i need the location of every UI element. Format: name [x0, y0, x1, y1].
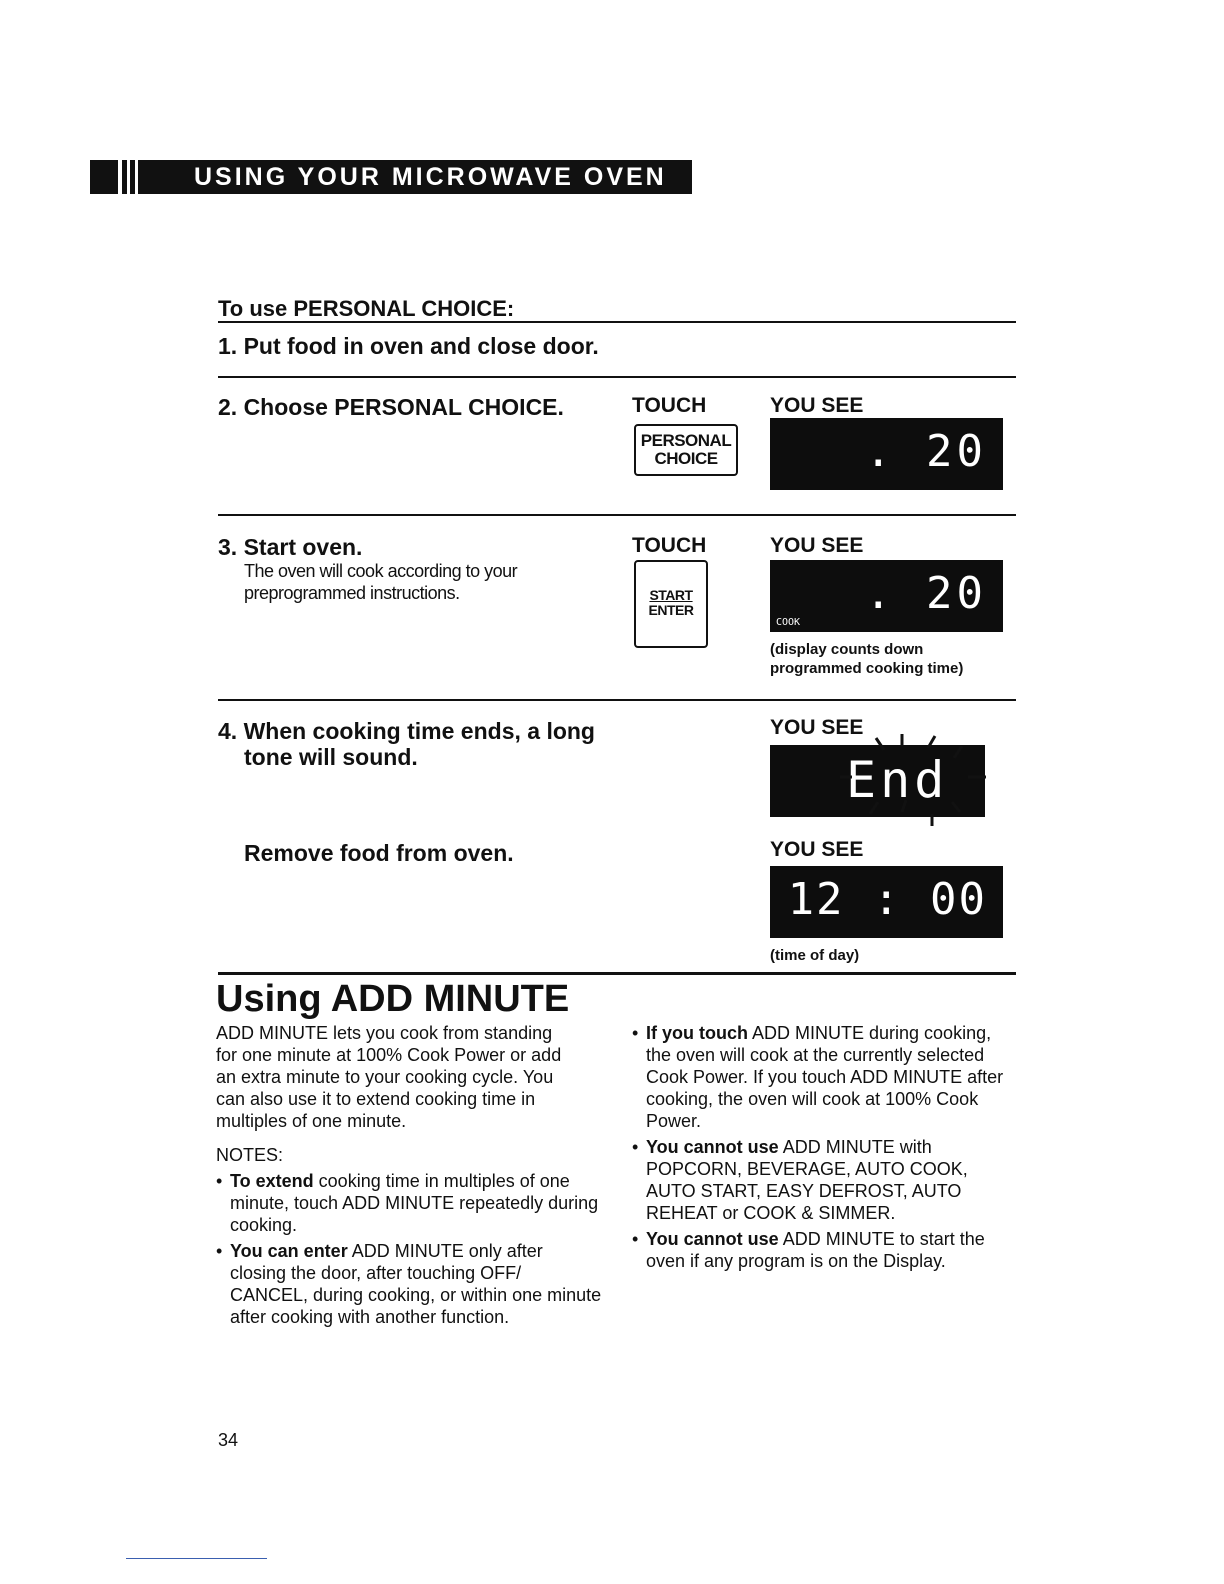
- step-2-title: 2. Choose PERSONAL CHOICE.: [218, 394, 564, 420]
- divider: [218, 321, 1016, 323]
- step-4-title-line: tone will sound.: [244, 744, 418, 770]
- oven-display: [770, 866, 1003, 938]
- step-3-body-line: preprogrammed instructions.: [244, 583, 460, 603]
- step-3-title: 3. Start oven.: [218, 534, 363, 560]
- button-label: PERSONAL: [640, 431, 732, 450]
- add-minute-intro: [216, 1022, 606, 1132]
- divider: [218, 972, 1016, 975]
- intro-line: for one minute at 100% Cook Power or add: [216, 1045, 562, 1065]
- step-3-body-line: The oven will cook according to your: [244, 561, 518, 581]
- footer-line: [126, 1558, 267, 1559]
- you-see-label: YOU SEE: [770, 534, 864, 557]
- note-text: ADD MINUTE during cooking, the oven will cook at the currently selected Cook Power. If you touch ADD MINUTE after cooking, the oven will cook at 100% Cook Power.: [646, 1023, 1004, 1131]
- note-item: [216, 1240, 602, 1328]
- header-block: [122, 160, 127, 194]
- divider: [218, 699, 1016, 701]
- notes-label: NOTES:: [216, 1145, 284, 1165]
- header-block: [130, 160, 135, 194]
- personal-choice-heading: To use PERSONAL CHOICE:: [218, 296, 515, 321]
- add-minute-heading: Using ADD MINUTE: [216, 978, 570, 1020]
- intro-line: can also use it to extend cooking time in: [216, 1089, 536, 1109]
- note-lead: You cannot use: [646, 1229, 779, 1249]
- note-text: ADD MINUTE with POPCORN, BEVERAGE, AUTO COOK, AUTO START, EASY DEFROST, AUTO REHEAT or COOK & SIMMER.: [646, 1137, 968, 1223]
- you-see-label: YOU SEE: [770, 838, 864, 861]
- step-1: 1. Put food in oven and close door.: [218, 333, 599, 359]
- caption-line: programmed cooking time): [770, 660, 964, 677]
- note-text: ADD MINUTE only after closing the door, after touching OFF/ CANCEL, during cooking, or within one minute after cooking with another function.: [230, 1241, 602, 1327]
- step-4-title-line: 4. When cooking time ends, a long: [218, 718, 595, 744]
- intro-line: ADD MINUTE lets you cook from standing: [216, 1023, 553, 1043]
- header-block: [90, 160, 118, 194]
- divider: [218, 514, 1016, 516]
- oven-display: [770, 560, 1003, 632]
- button-label: ENTER: [648, 602, 694, 618]
- note-lead: You can enter: [230, 1241, 348, 1261]
- step-3-body: [244, 560, 517, 604]
- left-notes: [216, 1170, 602, 1332]
- you-see-label: YOU SEE: [770, 716, 864, 739]
- display-readout: 12 : 00: [787, 874, 987, 925]
- note-text: ADD MINUTE to start the oven if any program is on the Display.: [646, 1229, 985, 1271]
- display-readout: . 20: [865, 568, 987, 619]
- step-5-title: Remove food from oven.: [244, 840, 514, 866]
- right-notes: [632, 1022, 1016, 1276]
- display-readout: End: [846, 751, 949, 809]
- touch-label: TOUCH: [632, 534, 707, 557]
- note-item: [632, 1136, 1016, 1224]
- touch-label: TOUCH: [632, 394, 707, 417]
- display-readout: . 20: [865, 426, 987, 477]
- button-label: START: [649, 587, 693, 603]
- cook-indicator: COOK: [776, 617, 801, 628]
- oven-display: [770, 418, 1003, 490]
- display-caption: (time of day): [770, 947, 860, 964]
- section-header: [138, 160, 692, 194]
- note-text: cooking time in multiples of one minute, touch ADD MINUTE repeatedly during cooking.: [230, 1171, 599, 1235]
- step-4-title: [218, 718, 595, 770]
- note-item: [216, 1170, 602, 1236]
- start-enter-button[interactable]: [634, 560, 708, 648]
- caption-line: (display counts down: [770, 641, 924, 658]
- personal-choice-button[interactable]: [634, 424, 738, 476]
- blink-rays-icon: [840, 732, 990, 832]
- note-lead: You cannot use: [646, 1137, 779, 1157]
- divider: [218, 376, 1016, 378]
- note-lead: If you touch: [646, 1023, 748, 1043]
- intro-line: multiples of one minute.: [216, 1111, 407, 1131]
- intro-line: an extra minute to your cooking cycle. You: [216, 1067, 554, 1087]
- note-item: [632, 1228, 1016, 1272]
- note-lead: To extend: [230, 1171, 314, 1191]
- display-caption: [770, 640, 963, 678]
- page-number: 34: [218, 1430, 239, 1450]
- button-label: CHOICE: [654, 449, 718, 468]
- you-see-label: YOU SEE: [770, 394, 864, 417]
- note-item: [632, 1022, 1016, 1132]
- section-header-title: USING YOUR MICROWAVE OVEN: [194, 163, 667, 191]
